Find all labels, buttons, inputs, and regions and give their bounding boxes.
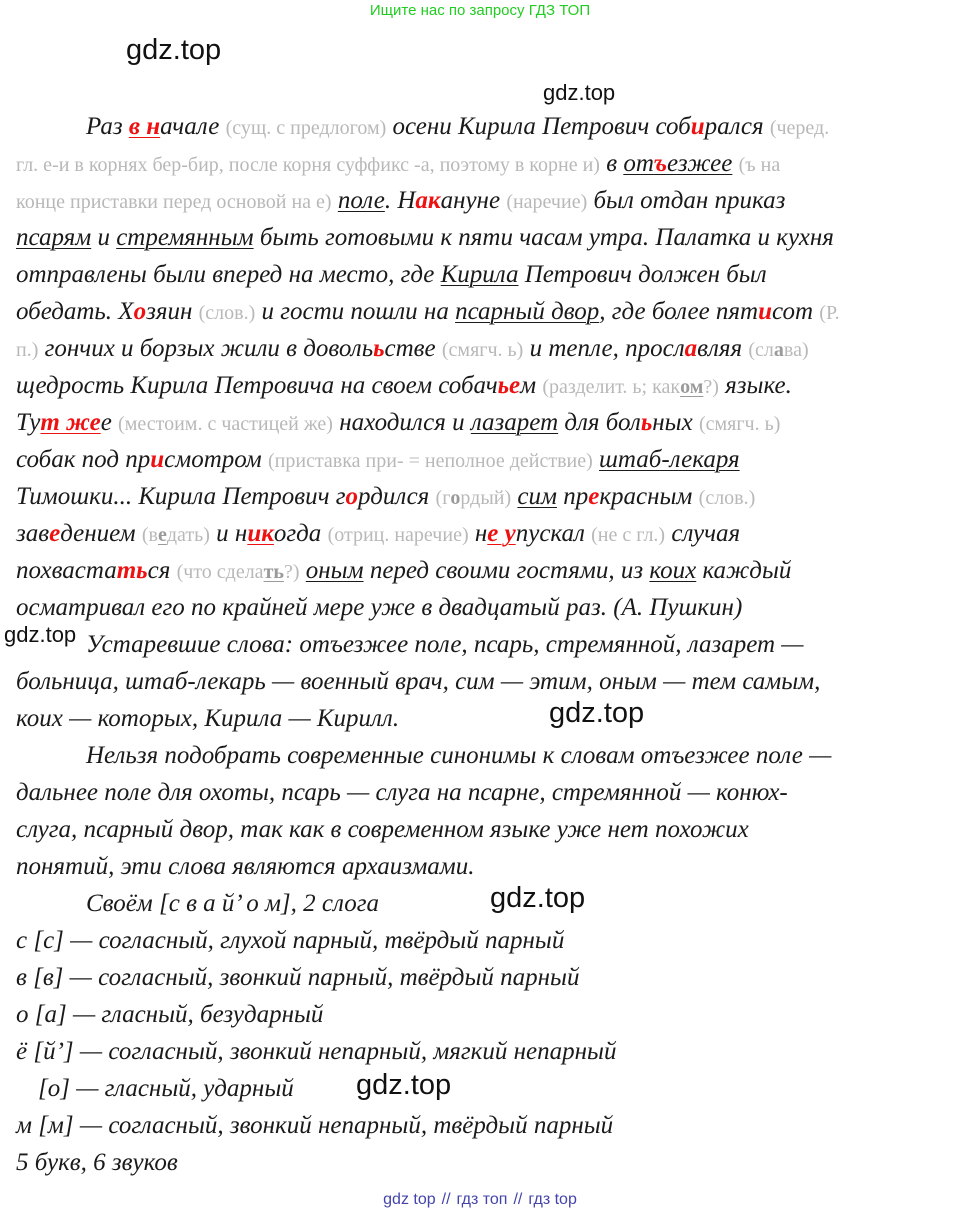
highlight: т же: [40, 409, 101, 436]
highlight: и: [150, 446, 165, 473]
grammar-note: (слов.): [198, 302, 256, 324]
text-line: [16, 515, 946, 552]
phonetic-line: в [в] — согласный, звонкий парный, твёрдый парный: [16, 964, 580, 991]
text-span: (разделит. ь; как: [542, 376, 681, 398]
text-span: ва): [783, 339, 809, 361]
text-span: зяин: [146, 298, 199, 325]
underlined-word: поле: [337, 187, 385, 214]
text-line: [16, 367, 946, 404]
grammar-note: (приставка при- = неполное действие): [268, 450, 593, 472]
grammar-note: (отриц. наречие): [327, 524, 469, 546]
text-span: пускал: [515, 520, 592, 547]
watermark: gdz.top: [549, 697, 645, 729]
text-span: ?): [283, 561, 300, 583]
text-span: огда: [273, 520, 328, 547]
grammar-note: (не с гл.): [591, 524, 666, 546]
text-line: [16, 404, 946, 441]
text-line: больница, штаб-лекарь — военный врач, сим — этим, оным — тем самым,: [16, 668, 821, 695]
phonetic-summary: 5 букв, 6 звуков: [16, 1149, 178, 1176]
text-span: рдился: [358, 483, 436, 510]
highlight: ь: [640, 409, 653, 436]
watermark: gdz.top: [490, 882, 586, 914]
phonetic-line: о [а] — гласный, безударный: [16, 1001, 324, 1028]
text-span: . Н: [384, 187, 416, 214]
text-span: вляя: [697, 335, 749, 362]
text-span: каждый: [696, 557, 792, 584]
text-span: (г: [435, 487, 451, 509]
text-span: гончих и борзых жили в доволь: [38, 335, 374, 362]
underlined-word: сим: [517, 483, 557, 510]
footer-link[interactable]: гдз топ: [456, 1191, 508, 1208]
text-span: дением: [60, 520, 142, 547]
highlight: е: [157, 524, 167, 546]
highlight: е: [588, 483, 600, 510]
underlined-word: штаб-лекаря: [599, 446, 740, 473]
text-span: ных: [652, 409, 699, 436]
text-line: коих — которых, Кирила — Кирилл.: [16, 705, 400, 732]
text-span: пр: [556, 483, 589, 510]
highlight: е у: [487, 520, 516, 547]
underlined-word: лазарет: [470, 409, 559, 436]
grammar-note: (смягч. ь): [698, 413, 781, 435]
highlight: в н: [128, 113, 161, 140]
highlight: а: [773, 339, 784, 361]
text-line: [16, 182, 946, 219]
text-span: Раз: [86, 113, 129, 140]
text-span: езжее: [667, 150, 733, 177]
text-span: (что сдела: [176, 561, 264, 583]
separator: //: [513, 1191, 523, 1208]
text-line: [16, 478, 946, 515]
highlight: о: [345, 483, 359, 510]
highlight: ъ: [653, 150, 668, 177]
highlight: а: [684, 335, 698, 362]
text-span: осматривал его по крайней мере уже в двадцатый раз. (А. Пушкин): [16, 594, 743, 621]
text-span: рдый): [460, 487, 512, 509]
watermark: gdz.top: [4, 622, 77, 647]
underlined-word: псарный двор: [455, 298, 600, 325]
text-line: дальнее поле для охоты, псарь — слуга на псарне, стремянной — конюх-: [16, 779, 788, 806]
text-span: и н: [209, 520, 248, 547]
grammar-note: (смягч. ь): [441, 339, 524, 361]
grammar-note: [748, 339, 808, 361]
grammar-note: (наречие): [506, 191, 588, 213]
text-span: ся: [147, 557, 177, 584]
text-span: и гости пошли на: [255, 298, 456, 325]
phonetic-line: м [м] — согласный, звонкий непарный, твёрдый парный: [16, 1112, 614, 1139]
text-line: [16, 293, 946, 330]
text-span: дать): [166, 524, 210, 546]
text-span: обедать. Х: [16, 298, 134, 325]
underlined-word: Кирила: [440, 261, 519, 288]
text-span: и: [91, 224, 117, 251]
text-line: [16, 219, 946, 256]
footer-links: [0, 1191, 960, 1209]
text-span: перед своими гостями, из: [363, 557, 650, 584]
text-span: собак под пр: [16, 446, 151, 473]
underlined-word: стремянным: [116, 224, 254, 251]
grammar-note: гл. е-и в корнях бер-бир, после корня суффикс -а, поэтому в корне и): [16, 154, 600, 176]
text-line: [16, 589, 946, 626]
text-span: находился и: [332, 409, 471, 436]
text-span: е: [100, 409, 119, 436]
highlight: и: [758, 298, 773, 325]
phonetic-line: с [с] — согласный, глухой парный, твёрдый парный: [16, 927, 565, 954]
phonetic-line: [о] — гласный, ударный: [38, 1075, 294, 1102]
text-span: стве: [384, 335, 442, 362]
text-span: , где более пят: [599, 298, 759, 325]
text-span: м: [520, 372, 543, 399]
text-span: похваста: [16, 557, 117, 584]
text-span: ?): [703, 376, 719, 398]
text-span: в: [599, 150, 624, 177]
exercise-text: [16, 108, 946, 1181]
text-span: Петрович должен был: [518, 261, 767, 288]
highlight: ь: [373, 335, 385, 362]
underlined-word: коих: [649, 557, 697, 584]
grammar-note: [436, 487, 512, 509]
text-span: н: [474, 520, 488, 547]
grammar-note: конце приставки перед основой на е): [16, 191, 332, 213]
grammar-note: п.): [16, 339, 39, 361]
text-span: (в: [141, 524, 158, 546]
text-span: красным: [599, 483, 699, 510]
grammar-note: (слов.): [698, 487, 756, 509]
text-span: щедрость Кирила Петровича на своем собач: [16, 372, 498, 399]
highlight: ть: [116, 557, 148, 584]
grammar-note: [142, 524, 210, 546]
grammar-note: (Р.: [819, 302, 840, 324]
highlight: ом: [680, 376, 704, 398]
text-span: ачале: [160, 113, 226, 140]
text-line: [16, 441, 946, 478]
grammar-note: (ъ на: [738, 154, 781, 176]
text-span: был отдан приказ: [587, 187, 786, 214]
text-line: [16, 108, 946, 145]
text-line: Устаревшие слова: отъезжее поле, псарь, стремянной, лазарет —: [86, 631, 804, 658]
highlight: ье: [497, 372, 521, 399]
highlight: ик: [247, 520, 274, 547]
footer-link[interactable]: gdz top: [383, 1191, 436, 1208]
highlight: е: [49, 520, 61, 547]
text-line: [16, 330, 946, 367]
text-span: осени Кирила Петрович соб: [386, 113, 691, 140]
text-span: отправлены были вперед на место, где: [16, 261, 441, 288]
grammar-note: [177, 561, 300, 583]
text-span: (сл: [748, 339, 774, 361]
text-span: Тимошки... Кирила Петрович г: [16, 483, 346, 510]
text-span: для бол: [558, 409, 641, 436]
highlight: ак: [415, 187, 441, 214]
text-span: и тепле, просл: [523, 335, 685, 362]
highlight: ть: [263, 561, 284, 583]
text-span: от: [623, 150, 654, 177]
text-span: зав: [16, 520, 50, 547]
grammar-note: [542, 376, 719, 398]
watermark: gdz.top: [356, 1069, 452, 1101]
text-span: смотром: [164, 446, 268, 473]
watermark: gdz.top: [543, 80, 616, 105]
highlight: о: [450, 487, 461, 509]
phonetic-heading: Своём [с в а й’ о м], 2 слога: [86, 890, 379, 917]
text-span: языке.: [718, 372, 792, 399]
text-span: сот: [772, 298, 820, 325]
underlined-word: псарям: [16, 224, 92, 251]
highlight: о: [133, 298, 147, 325]
watermark: gdz.top: [126, 34, 222, 66]
text-line: понятий, эти слова являются архаизмами.: [16, 853, 475, 880]
text-line: [16, 256, 946, 293]
text-line: [16, 552, 946, 589]
underlined-word: оным: [305, 557, 364, 584]
grammar-note: (местоим. с частицей же): [118, 413, 333, 435]
text-line: слуга, псарный двор, так как в современном языке уже нет похожих: [16, 816, 749, 843]
grammar-note: (сущ. с предлогом): [225, 117, 387, 139]
text-span: Ту: [16, 409, 41, 436]
separator: //: [441, 1191, 451, 1208]
text-line: Нельзя подобрать современные синонимы к словам отъезжее поле —: [86, 742, 832, 769]
text-line: [16, 145, 946, 182]
text-span: рался: [704, 113, 770, 140]
highlight: и: [690, 113, 705, 140]
text-span: быть готовыми к пяти часам утра. Палатка и кухня: [253, 224, 834, 251]
phonetic-line: ё [й’] — согласный, звонкий непарный, мягкий непарный: [16, 1038, 617, 1065]
footer-link[interactable]: гдз top: [528, 1191, 577, 1208]
text-span: ануне: [440, 187, 507, 214]
text-span: случая: [665, 520, 741, 547]
grammar-note: (черед.: [769, 117, 830, 139]
search-banner[interactable]: Ищите нас по запросу ГДЗ ТОП: [369, 2, 591, 19]
